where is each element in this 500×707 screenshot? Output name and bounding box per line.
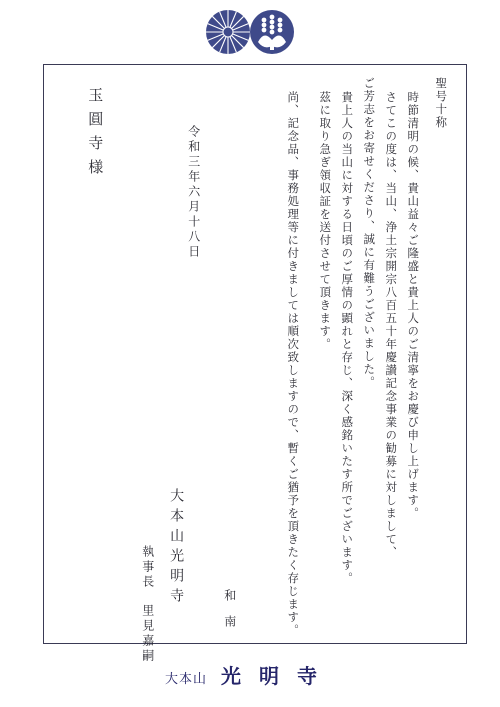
footer-name: 光明寺	[221, 664, 335, 688]
temple-crest	[205, 8, 295, 56]
sender-title: 執事長	[140, 545, 155, 590]
recipient: 玉圓寺様	[86, 87, 105, 183]
chrysanthemum-crest-icon	[206, 10, 250, 54]
body-line-1: 時節清明の候、貴山益々ご隆盛と貴上人のご清寧をお慶び申し上げます。	[406, 91, 421, 520]
footer-temple-name	[0, 660, 500, 689]
footer-prefix: 大本山	[164, 672, 207, 687]
body-line-3: ご芳志をお寄せくださり、誠に有難うございました。	[362, 77, 377, 389]
letter-frame	[43, 64, 467, 664]
closing-word: 和南	[222, 589, 237, 641]
body-line-6: 尚、記念品、事務処理等に付きましては順次致しますので、暫くご猶予を頂きたく存じます。	[286, 91, 301, 637]
reference-label: 聖号十称	[434, 77, 449, 129]
body-line-2: さてこの度は、当山、浄土宗開宗八百五十年慶讃記念事業の勧募に対しまして、	[384, 91, 399, 559]
body-line-5: 茲に取り急ぎ領収証を送付させて頂きます。	[318, 91, 333, 351]
body-line-4: 貴上人の当山に対する日頃のご厚情の顕れと存じ、深く感銘いたす所でございます。	[340, 91, 355, 585]
sender-name: 里見嘉嗣	[140, 604, 155, 664]
paulownia-crest-icon	[250, 10, 294, 54]
sender-signature	[140, 545, 154, 664]
sender-temple: 大本山光明寺	[168, 488, 185, 608]
date: 令和三年六月十八日	[186, 125, 201, 260]
